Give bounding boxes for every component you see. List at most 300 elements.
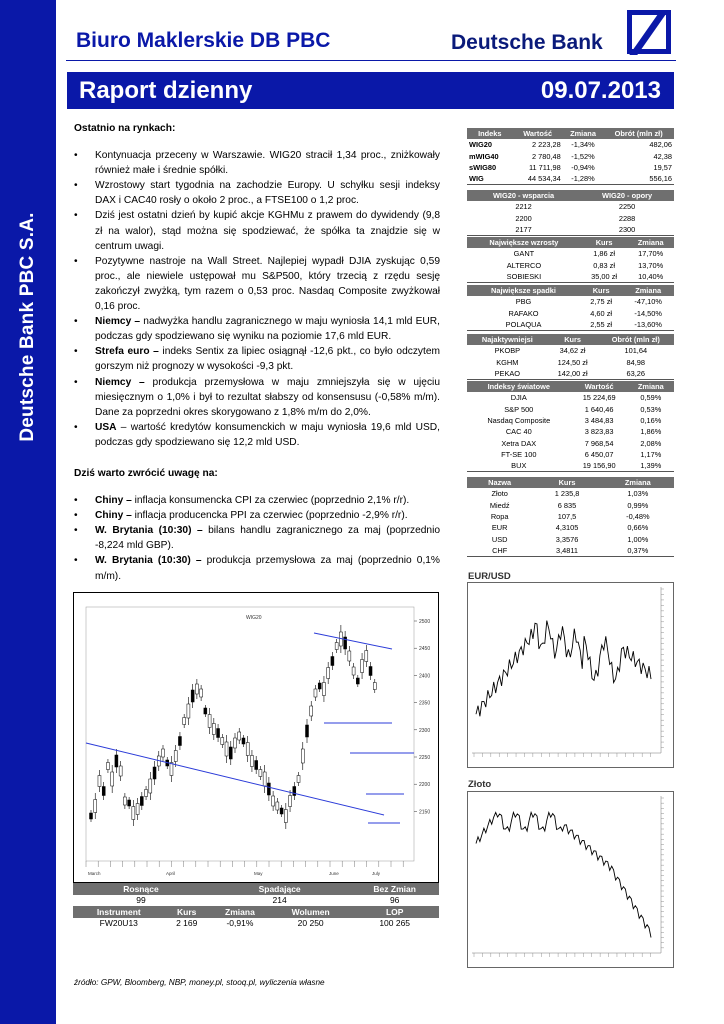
candle-body: [90, 813, 93, 819]
table-cell: PBG: [515, 297, 532, 307]
column-header: Nazwa: [467, 477, 532, 488]
table-cell: Ropa: [490, 512, 509, 522]
bullet-lead: Chiny –: [95, 495, 132, 507]
bullet-text: produkcja przemysłowa w maju zmniejszyła się w ujęciu miesięcznym o 1,0% i był to rezultat słabszy od konsensusu (-0,58% m/m). Dane za poprzedni okres skorygowano z 1,8% m/m do 2,0%.: [95, 376, 440, 418]
candle-body: [145, 790, 148, 797]
table-row: [467, 173, 674, 184]
table-cell: 1 640,46: [584, 404, 614, 414]
table-cell: WIG20: [469, 140, 492, 150]
table-cell: 42,38: [653, 151, 672, 161]
eurusd-chart: [467, 582, 674, 768]
table-cell: 10,40%: [627, 271, 674, 282]
futures-header-row: [73, 906, 439, 918]
candle-body: [195, 684, 198, 694]
futures-cell: 2 169: [176, 918, 198, 929]
table-cell: 2 780,48: [531, 151, 561, 161]
gold-chart-label: Złoto: [468, 779, 492, 790]
candle-body: [123, 797, 126, 805]
x-month-label: June: [329, 871, 339, 876]
commentary-column: [74, 121, 440, 584]
table-cell: 35,00 zł: [581, 271, 628, 282]
column-header: Kurs: [548, 334, 598, 345]
y-tick-label: 2150: [419, 809, 431, 816]
candle-body: [297, 776, 300, 783]
table-cell: 34,62 zł: [559, 346, 586, 356]
trend-line-upper: [314, 633, 392, 649]
table-cell: 3,4811: [532, 545, 601, 556]
futures-header: LOP: [350, 906, 439, 918]
table-row: [467, 296, 674, 307]
table-cell: S&P 500: [504, 404, 534, 414]
table-cell: 2177: [467, 224, 580, 235]
header-divider: [66, 60, 676, 61]
candle-body: [361, 660, 364, 673]
candle-body: [255, 761, 258, 770]
table-cell: 0,83 zł: [593, 260, 615, 270]
candle-body: [280, 808, 283, 814]
table-cell: -1,28%: [563, 173, 604, 184]
table-cell: 0,37%: [602, 545, 674, 556]
markets-list: [74, 148, 440, 450]
session-summary-table: [73, 883, 439, 929]
table-cell: 2,08%: [640, 438, 662, 448]
candle-body: [174, 751, 177, 762]
candle-body: [327, 668, 330, 679]
table-cell: 19 156,90: [571, 460, 628, 471]
table-cell: 556,16: [603, 173, 674, 184]
table-cell: 1,17%: [640, 449, 662, 459]
table-cell: 0,59%: [640, 393, 662, 403]
candle-body: [212, 724, 215, 735]
futures-cell: 100 265: [379, 918, 411, 929]
candle-body: [356, 678, 359, 684]
candle-body: [267, 783, 270, 795]
table-row: [467, 260, 674, 271]
breadth-row: [73, 895, 439, 907]
bullet-item: [74, 508, 440, 523]
most-active-table: [467, 334, 674, 380]
column-header: Kurs: [532, 477, 601, 488]
table-row: [467, 368, 674, 379]
table-header-row: [467, 285, 674, 296]
table-header-row: [467, 237, 674, 248]
top-gainers-table: [467, 237, 674, 283]
table-cell: WIG: [467, 173, 513, 184]
table-row: [467, 500, 674, 511]
table-header-row: [467, 128, 674, 139]
table-cell: 482,06: [649, 140, 672, 150]
candle-body: [170, 763, 173, 776]
table-header-row: [467, 477, 674, 488]
breadth-header-row: [73, 883, 439, 895]
bullet-item: [74, 314, 440, 344]
futures-cell: 20 250: [297, 918, 324, 929]
bullet-item: [74, 148, 440, 178]
bullet-lead: Niemcy –: [95, 316, 141, 328]
table-row: [467, 201, 674, 212]
table-cell: 19,57: [653, 163, 672, 173]
candle-body: [263, 772, 266, 786]
x-month-label: April: [166, 871, 176, 876]
bullet-text: – wartość kredytów konsumenckich w maju wyniosła 19,6 mld USD, podczas gdy spodziewano się 12,2 mld USD.: [95, 421, 440, 448]
table-cell: 3 823,83: [584, 427, 614, 437]
candle-body: [373, 683, 376, 690]
table-cell: 17,70%: [638, 249, 664, 259]
x-month-label: July: [372, 871, 381, 876]
futures-cell: FW20U13: [99, 918, 138, 929]
bullet-text: inflacja producencka PPI za czerwiec (poprzednio -2,9% r/r).: [131, 510, 408, 522]
table-cell: 107,5: [557, 512, 577, 522]
table-cell: 0,66%: [627, 523, 649, 533]
table-cell: 2200: [515, 213, 532, 223]
table-cell: -0,48%: [626, 512, 650, 522]
commodities-fx-table: [467, 477, 674, 557]
bullet-item: [74, 493, 440, 508]
bullet-text: Wzrostowy start tygodnia na zachodzie Europy. U schyłku sesji indeksy DAX i CAC40 rosły o około 2 proc., a FTSE100 o 1,2 proc.: [95, 180, 440, 207]
candle-body: [229, 747, 232, 759]
candle-body: [208, 715, 211, 728]
table-cell: -1,52%: [571, 151, 595, 161]
table-cell: USD: [491, 534, 508, 544]
today-list: [74, 493, 440, 584]
table-cell: 1,00%: [627, 534, 649, 544]
table-cell: FT-SE 100: [501, 449, 537, 459]
futures-header: Instrument: [73, 906, 165, 918]
table-cell: 63,26: [598, 368, 674, 379]
column-header: Zmiana: [627, 237, 674, 248]
table-cell: 101,64: [624, 346, 648, 356]
table-row: [467, 392, 674, 403]
table-cell: 6 835: [557, 500, 577, 510]
column-header: Wartość: [513, 128, 563, 139]
table-cell: BUX: [467, 460, 571, 471]
table-cell: GANT: [513, 249, 535, 259]
table-cell: RAFAKO: [508, 308, 539, 318]
price-line: [476, 812, 651, 937]
candle-body: [187, 704, 190, 718]
table-row: [467, 511, 674, 522]
report-date: 09.07.2013: [540, 77, 661, 104]
column-header: Najaktywniejsi: [467, 334, 548, 345]
chart-title: WIG20: [246, 615, 262, 621]
wig20-chart: [73, 592, 439, 883]
table-row: [467, 151, 674, 162]
table-row: [467, 545, 674, 556]
table-cell: -14,50%: [634, 308, 662, 318]
table-cell: CAC 40: [505, 427, 532, 437]
bullet-lead: W. Brytania (10:30) –: [95, 555, 202, 567]
table-cell: -0,94%: [571, 163, 595, 173]
bullet-lead: USA: [95, 421, 117, 433]
bullet-text: inflacja konsumencka CPI za czerwiec (poprzednio 2,1% r/r).: [131, 495, 410, 507]
table-row: [467, 449, 674, 460]
column-header: Największe wzrosty: [467, 237, 581, 248]
column-header: Wartość: [571, 381, 628, 392]
table-cell: mWIG40: [469, 151, 499, 161]
candle-body: [289, 796, 292, 807]
candle-body: [331, 657, 334, 666]
candle-body: [94, 800, 97, 813]
candle-body: [301, 749, 304, 763]
y-tick-label: 2350: [419, 700, 431, 707]
bullet-lead: W. Brytania (10:30) –: [95, 525, 203, 537]
table-cell: EUR: [491, 523, 508, 533]
futures-header: Kurs: [165, 906, 209, 918]
table-cell: 4,60 zł: [590, 308, 613, 318]
table-cell: 44 534,34: [513, 173, 563, 184]
table-cell: 7 968,54: [584, 438, 614, 448]
table-row: [467, 426, 674, 437]
candle-body: [259, 770, 262, 777]
bullet-item: [74, 344, 440, 374]
table-cell: 1,86%: [640, 427, 662, 437]
column-header: Indeksy światowe: [467, 381, 571, 392]
column-header: Zmiana: [628, 381, 674, 392]
candle-body: [318, 683, 321, 689]
candle-body: [200, 689, 203, 697]
column-header: Zmiana: [563, 128, 604, 139]
table-cell: 2212: [515, 202, 532, 212]
table-cell: 2300: [580, 224, 674, 235]
table-cell: 4,3105: [555, 523, 579, 533]
breadth-up: 99: [136, 895, 146, 906]
bullet-item: [74, 523, 440, 553]
gold-chart-svg: [468, 792, 673, 967]
table-row: [467, 271, 674, 282]
table-cell: 3 484,83: [584, 416, 614, 426]
sidebar: [0, 0, 56, 1024]
y-tick-label: 2200: [419, 782, 431, 789]
world-indices-table: [467, 381, 674, 472]
candle-body: [242, 738, 245, 744]
table-cell: -1,34%: [571, 140, 595, 150]
table-cell: DJIA: [510, 393, 527, 403]
table-row: [467, 533, 674, 544]
candle-body: [153, 767, 156, 779]
page-header-title: Biuro Maklerskie DB PBC: [76, 29, 331, 52]
y-tick-label: 2300: [419, 727, 431, 734]
column-header: Kurs: [580, 285, 622, 296]
brand-name: Deutsche Bank: [451, 31, 603, 54]
table-row: [467, 488, 674, 499]
candle-body: [369, 667, 372, 676]
candle-body: [111, 772, 114, 786]
candle-body: [204, 708, 207, 714]
table-row: [467, 308, 674, 319]
column-header: Indeks: [467, 128, 513, 139]
support-resistance-table: [467, 190, 674, 236]
candle-body: [115, 755, 118, 767]
table-cell: 124,50 zł: [557, 357, 588, 367]
table-row: [467, 437, 674, 448]
bullet-item: [74, 178, 440, 208]
table-cell: 1,39%: [628, 460, 674, 471]
candle-body: [183, 718, 186, 725]
markets-heading: Ostatnio na rynkach:: [74, 123, 176, 134]
table-header-row: [467, 190, 674, 201]
bullet-lead: Chiny –: [95, 510, 132, 522]
candle-body: [225, 742, 228, 756]
table-cell: 2,55 zł: [580, 319, 622, 330]
bullet-text: nadwyżka handlu zagranicznego w maju wyniosła 14,1 mld EUR, podczas gdy spodziewano się wyniku na poziomie 17,6 mld EUR.: [95, 316, 440, 343]
table-cell: 2 223,28: [531, 140, 561, 150]
breadth-flat: 96: [389, 895, 400, 906]
table-cell: 11 711,98: [528, 163, 561, 173]
report-title: Raport dzienny: [79, 77, 253, 104]
candle-body: [106, 763, 109, 770]
table-cell: 1 235,8: [554, 489, 580, 499]
column-header: Zmiana: [622, 285, 674, 296]
candle-body: [352, 667, 355, 675]
sidebar-brand-text: Deutsche Bank PBC S.A.: [17, 212, 38, 442]
table-cell: KGHM: [496, 357, 519, 367]
candle-body: [284, 810, 287, 823]
bullet-item: [74, 208, 440, 253]
candle-body: [365, 651, 368, 662]
bullet-item: [74, 420, 440, 450]
candle-body: [348, 651, 351, 661]
table-cell: 3,3576: [555, 534, 579, 544]
candle-body: [132, 807, 135, 820]
candle-body: [98, 776, 101, 787]
bullet-item: [74, 254, 440, 314]
table-cell: 0,53%: [640, 404, 662, 414]
bullet-item: [74, 553, 440, 583]
x-month-label: May: [254, 871, 263, 876]
bullet-text: Pozytywne nastroje na Wall Street. Najlepiej wypadł DJIA zyskując 0,59 proc., ale niewiele ustępował mu S&P500, który trzecią z rzędu sesję zakończył zwyżką, tym razem o 0,53 proc. Nasdaq Composite zwyżkował 0,16 proc.: [95, 255, 440, 313]
table-header-row: [467, 334, 674, 345]
bullet-item: [74, 375, 440, 420]
table-cell: SOBIESKI: [467, 271, 581, 282]
table-cell: Złoto: [491, 489, 508, 499]
table-cell: 1,86 zł: [593, 249, 615, 259]
candle-body: [191, 690, 194, 702]
candle-body: [217, 729, 220, 738]
futures-row: [73, 918, 439, 930]
breadth-down: 214: [272, 895, 287, 906]
y-tick-label: 2450: [419, 646, 431, 653]
table-cell: 2288: [618, 213, 636, 223]
futures-header: Wolumen: [271, 906, 350, 918]
futures-header: Zmiana: [209, 906, 271, 918]
table-row: [467, 162, 674, 173]
candle-body: [335, 643, 338, 650]
bullet-text: Kontynuacja przeceny w Warszawie. WIG20 stracił 1,34 proc., zniżkowały również małe i średnie spółki.: [95, 150, 440, 177]
top-losers-table: [467, 285, 674, 331]
candle-body: [178, 737, 181, 746]
candle-body: [276, 802, 279, 810]
bullet-text: bilans handlu zagranicznego za maj (poprzednio -8,224 mld GBP).: [95, 525, 440, 552]
column-header: Największe spadki: [467, 285, 580, 296]
breadth-header-flat: Bez Zmian: [350, 883, 439, 895]
y-tick-label: 2250: [419, 755, 431, 761]
table-row: [467, 415, 674, 426]
y-tick-label: 2400: [419, 673, 431, 680]
table-cell: 142,00 zł: [548, 368, 598, 379]
table-row: [467, 404, 674, 415]
table-cell: ALTERCO: [506, 260, 542, 270]
candle-body: [149, 779, 152, 793]
candle-body: [272, 796, 275, 806]
bullet-lead: Niemcy –: [95, 376, 145, 388]
table-row: [467, 248, 674, 259]
table-cell: POLAQUA: [467, 319, 580, 330]
table-cell: 84,98: [626, 357, 646, 367]
table-cell: Nasdaq Composite: [487, 416, 551, 426]
candle-body: [234, 738, 237, 748]
table-cell: Miedź: [489, 500, 510, 510]
bullet-lead: Strefa euro –: [95, 346, 159, 358]
wig20-chart-svg: [74, 593, 438, 882]
table-cell: 0,16%: [640, 416, 662, 426]
table-row: [467, 224, 674, 235]
column-header: Obrót (mln zł): [598, 334, 674, 345]
candle-body: [310, 706, 313, 716]
table-row: [467, 460, 674, 471]
table-cell: -13,60%: [622, 319, 674, 330]
eurusd-chart-label: EUR/USD: [468, 571, 511, 582]
table-cell: PEKAO: [467, 368, 548, 379]
table-cell: 6 450,07: [584, 449, 614, 459]
table-row: [467, 139, 674, 150]
deutsche-bank-logo-icon: [627, 10, 671, 54]
x-month-label: March: [88, 871, 101, 876]
indices-table: [467, 128, 674, 185]
price-line: [476, 621, 651, 717]
report-banner: [67, 72, 674, 109]
candle-body: [136, 804, 139, 815]
today-heading: Dziś warto zwrócić uwagę na:: [74, 467, 218, 479]
column-header: Zmiana: [602, 477, 674, 488]
table-cell: CHF: [467, 545, 532, 556]
candle-body: [238, 732, 241, 740]
table-cell: sWIG80: [469, 163, 497, 173]
column-header: Kurs: [581, 237, 628, 248]
gold-chart: [467, 791, 674, 968]
table-row: [467, 319, 674, 330]
column-header: WIG20 - opory: [580, 190, 674, 201]
table-row: [467, 522, 674, 533]
candle-body: [102, 787, 105, 796]
y-tick-label: 2500: [419, 619, 431, 625]
candle-body: [314, 689, 317, 697]
eurusd-chart-svg: [468, 583, 673, 767]
column-header: WIG20 - wsparcia: [467, 190, 580, 201]
candle-body: [246, 743, 249, 756]
candle-body: [128, 800, 131, 806]
breadth-header-down: Spadające: [209, 883, 350, 895]
table-cell: Xetra DAX: [501, 438, 537, 448]
source-footnote: źródło: GPW, Bloomberg, NBP, money.pl, stooq.pl, wyliczenia własne: [74, 978, 325, 987]
candle-body: [322, 683, 325, 696]
candle-body: [221, 738, 224, 745]
futures-cell: -0,91%: [226, 918, 254, 929]
table-cell: 2,75 zł: [590, 297, 613, 307]
plot-frame: [86, 607, 414, 861]
bullet-text: Dziś jest ostatni dzień by kupić akcje KGHMu z prawem do dywidendy (9,8 zł na walor), stąd można się spodziewać, że spółka ta znajdzie się w centrum uwagi.: [95, 210, 440, 252]
candle-body: [162, 749, 165, 757]
breadth-header-up: Rosnące: [73, 883, 209, 895]
table-row: [467, 345, 674, 356]
candle-body: [306, 725, 309, 737]
column-header: Obrót (mln zł): [603, 128, 674, 139]
candle-body: [140, 797, 143, 806]
table-row: [467, 213, 674, 224]
table-row: [467, 357, 674, 368]
table-cell: 15 224,69: [582, 393, 616, 403]
candle-body: [293, 787, 296, 796]
table-cell: 1,03%: [627, 489, 649, 499]
